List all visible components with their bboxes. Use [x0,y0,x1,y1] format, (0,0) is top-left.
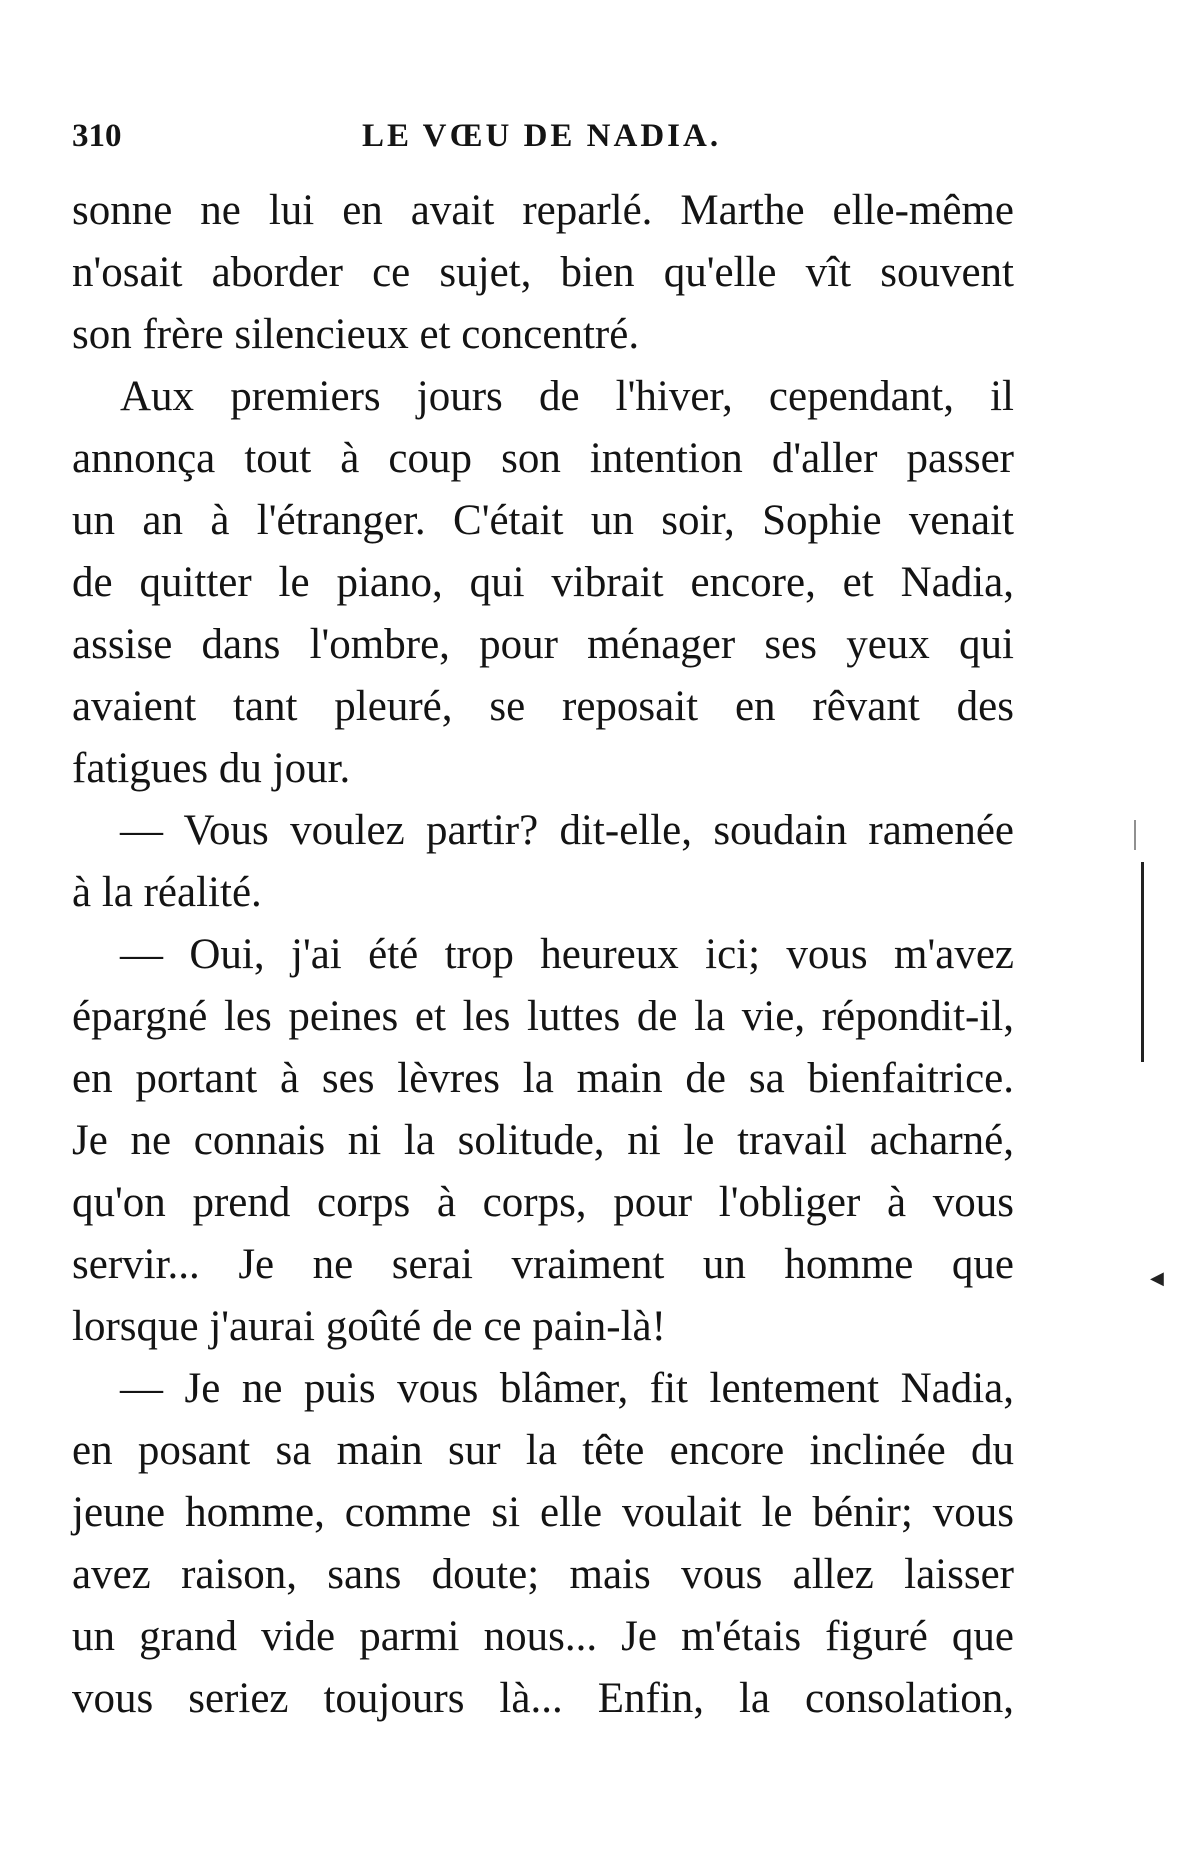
text-line: son frère silencieux et concentré. [72,311,640,358]
text-line: Aux premiers jours de l'hiver, cependant, il [120,373,1014,420]
text-line: Je ne connais ni la solitude, ni le travail acharné, [72,1117,1014,1164]
text-line: jeune homme, comme si elle voulait le bénir; vous [72,1489,1014,1536]
margin-scan-line [1141,862,1144,1062]
body-text [72,180,1014,1730]
text-line: en posant sa main sur la tête encore inclinée du [72,1427,1014,1474]
text-line: de quitter le piano, qui vibrait encore, et Nadia, [72,559,1014,606]
text-line: un grand vide parmi nous... Je m'étais figuré que [72,1613,1014,1660]
text-line: qu'on prend corps à corps, pour l'obliger à vous [72,1179,1014,1226]
text-line: — Vous voulez partir? dit-elle, soudain ramenée [120,807,1014,854]
text-line: avaient tant pleuré, se reposait en rêvant des [72,683,1014,730]
text-line: annonça tout à coup son intention d'aller passer [72,435,1014,482]
text-line: fatigues du jour. [72,745,351,792]
book-page [72,118,1014,1722]
text-line: à la réalité. [72,869,262,916]
margin-arrow-icon: ◀ [1150,1268,1164,1289]
text-line: — Oui, j'ai été trop heureux ici; vous m'avez [120,931,1014,978]
text-line: en portant à ses lèvres la main de sa bienfaitrice. [72,1055,1014,1102]
text-line: — Je ne puis vous blâmer, fit lentement Nadia, [120,1365,1014,1412]
text-line: épargné les peines et les luttes de la vie, répondit-il, [72,993,1014,1040]
running-title: LE VŒU DE NADIA. [362,118,722,154]
margin-scan-dash [1134,820,1136,850]
text-line: lorsque j'aurai goûté de ce pain-là! [72,1303,666,1350]
running-head [72,118,1014,168]
text-line: assise dans l'ombre, pour ménager ses yeux qui [72,621,1014,668]
text-line: vous seriez toujours là... Enfin, la consolation, [72,1675,1014,1722]
text-line: avez raison, sans doute; mais vous allez laisser [72,1551,1014,1598]
text-line: un an à l'étranger. C'était un soir, Sophie venait [72,497,1014,544]
text-line: servir... Je ne serai vraiment un homme que [72,1241,1014,1288]
text-line: n'osait aborder ce sujet, bien qu'elle vît souvent [72,249,1014,296]
page-number: 310 [72,118,122,154]
text-line: sonne ne lui en avait reparlé. Marthe elle-même [72,187,1014,234]
